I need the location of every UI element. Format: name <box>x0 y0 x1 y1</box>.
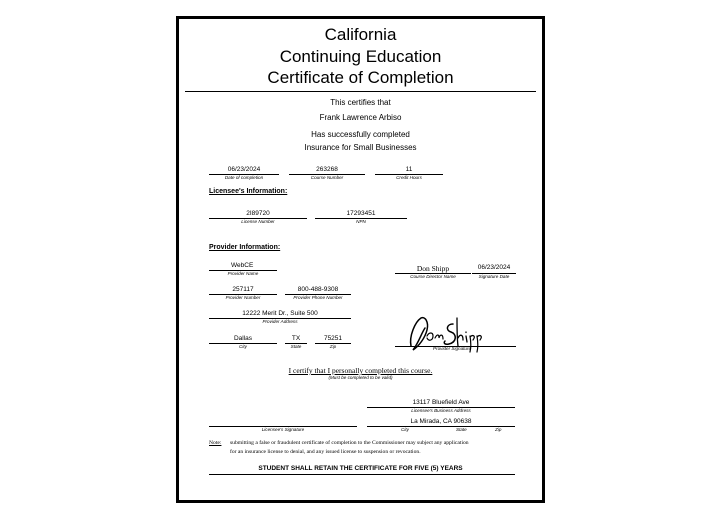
npn-value: 17293451 <box>346 210 376 217</box>
provider-city-caption: City <box>239 344 247 349</box>
credit-hours-caption: Credit Hours <box>396 175 422 180</box>
business-state-caption: State <box>456 427 467 432</box>
completed-text: Has successfully completed <box>311 130 410 139</box>
provider-phone-value: 800-488-9308 <box>297 286 339 293</box>
retain-notice-line <box>209 474 515 475</box>
course-number-value: 263268 <box>316 166 338 173</box>
business-address-caption: Licensee's Business Address <box>411 408 471 413</box>
certification-requirement: (Must be completed to be valid) <box>328 375 393 380</box>
provider-address-value: 12222 Merit Dr., Suite 500 <box>242 310 318 317</box>
city-state-zip-value: La Mirada, CA 90638 <box>410 418 472 425</box>
title-certificate: Certificate of Completion <box>267 68 454 87</box>
provider-phone-caption: Provider Phone Number <box>293 295 343 300</box>
city-state-zip-line <box>367 426 515 427</box>
provider-name-value: WebCE <box>231 262 254 269</box>
provider-signature-caption: Provider Signature <box>433 346 472 351</box>
note-text-line1: submitting a false or fraudulent certificate of completion to the Commissioner may subject any application <box>230 440 469 446</box>
title-program: Continuing Education <box>279 47 442 66</box>
provider-state-caption: State <box>290 344 302 349</box>
provider-number-caption: Provider Number <box>225 295 261 300</box>
retain-notice: STUDENT SHALL RETAIN THE CERTIFICATE FOR FIVE (5) YEARS <box>258 465 463 472</box>
licensee-heading: Licensee's Information: <box>209 188 288 195</box>
provider-city-value: Dallas <box>233 335 253 342</box>
provider-heading: Provider Information: <box>209 244 281 251</box>
title-divider <box>185 91 536 92</box>
signature-date-value: 06/23/2024 <box>477 264 511 271</box>
licensee-name: Frank Lawrence Arbiso <box>319 113 402 122</box>
note-label: Note: <box>209 440 222 446</box>
license-number-caption: License Number <box>241 219 275 224</box>
provider-address-caption: Provider Address <box>262 319 298 324</box>
certification-statement: I certify that I personally completed this course. <box>288 366 433 375</box>
credit-hours-value: 11 <box>405 166 413 173</box>
course-number-caption: Course Number <box>310 175 344 180</box>
provider-name-caption: Provider Name <box>227 271 259 276</box>
npn-caption: NPN <box>356 219 366 224</box>
completion-date-caption: Date of completion <box>224 175 264 180</box>
signature-date-caption: Signature Date <box>478 274 510 279</box>
title-state: California <box>324 25 397 44</box>
business-city-caption: City <box>401 427 409 432</box>
note-text-line2: for an insurance license to denial, and any issued license to suspension or revocation. <box>230 449 421 455</box>
licensee-signature-caption: Licensee's Signature <box>261 427 305 432</box>
provider-state-value: TX <box>291 335 301 342</box>
business-zip-caption: Zip <box>495 427 502 432</box>
course-title: Insurance for Small Businesses <box>304 143 417 152</box>
business-address-value: 13117 Bluefield Ave <box>412 399 470 406</box>
provider-zip-value: 75251 <box>323 335 343 342</box>
completion-date-value: 06/23/2024 <box>227 166 261 173</box>
license-number-value: 2I89720 <box>246 210 270 217</box>
certificate-page <box>176 16 545 503</box>
course-director-name-value: Don Shipp <box>416 264 450 273</box>
course-director-caption: Course Director Name <box>410 274 456 279</box>
certifies-text: This certifies that <box>330 98 391 107</box>
provider-zip-caption: Zip <box>329 344 337 349</box>
provider-number-value: 257117 <box>232 286 254 293</box>
